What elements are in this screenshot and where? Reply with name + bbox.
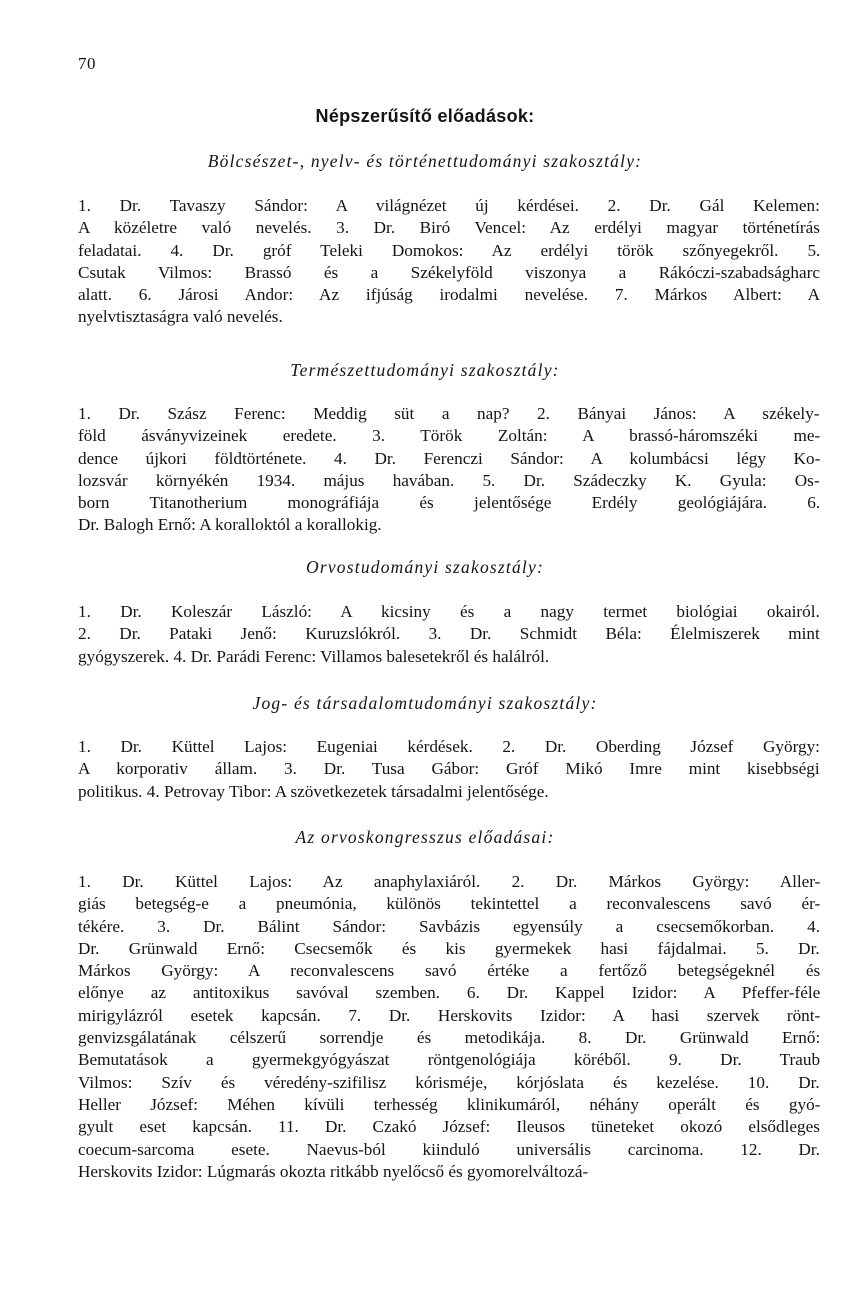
text-line: 1. Dr. Tavaszy Sándor: A világnézet új kérdései. 2. Dr. Gál Kelemen:	[78, 196, 820, 215]
text-line: Vilmos: Szív és véredény-szifilisz kórisméje, kórjóslata és kezelése. 10. Dr.	[78, 1072, 820, 1092]
text-line: lozsvár környékén 1934. május havában. 5. Dr. Szádeczky K. Gyula: Os-	[78, 470, 820, 490]
text-line: Heller József: Méhen kívüli terhesség klinikumáról, néhány operált és gyó-	[78, 1094, 820, 1114]
text-line: coecum-sarcoma esete. Naevus-ból kiinduló universális carcinoma. 12. Dr.	[78, 1139, 820, 1159]
text-line: Csutak Vilmos: Brassó és a Székelyföld viszonya a Rákóczi-szabadságharc	[78, 262, 820, 282]
main-heading: Népszerűsítő előadások:	[315, 106, 535, 126]
text-line: 1. Dr. Szász Ferenc: Meddig süt a nap? 2. Bányai János: A székely-	[78, 404, 820, 423]
text-line: born Titanotherium monográfiája és jelentősége Erdély geológiájára. 6.	[78, 493, 820, 513]
section-body-congress	[78, 871, 820, 1183]
section-heading-humanities: Bölcsészet-, nyelv- és történettudományi szakosztály:	[207, 151, 643, 171]
text-line: Márkos György: A reconvalescens savó értéke a fertőző betegségeknél és	[78, 961, 820, 981]
text-line: Herskovits Izidor: Lúgmarás okozta ritkább nyelőcső és gyomorelváltozá-	[78, 1161, 589, 1181]
page-number: 70	[78, 54, 96, 73]
text-line: feladatai. 4. Dr. gróf Teleki Domokos: Az erdélyi török szőnyegekről. 5.	[78, 240, 820, 260]
text-line: 2. Dr. Pataki Jenő: Kuruzslókról. 3. Dr. Schmidt Béla: Élelmiszerek mint	[78, 624, 820, 644]
text-line: gyult eset kapcsán. 11. Dr. Czakó József: Ileusos tüneteket okozó elsődleges	[78, 1117, 820, 1137]
text-line: gyógyszerek. 4. Dr. Parádi Ferenc: Villamos balesetekről és halálról.	[78, 646, 550, 666]
text-line: genvizsgálatának célszerű sorrendje és metodikája. 8. Dr. Grünwald Ernő:	[78, 1028, 820, 1048]
text-line: alatt. 6. Járosi Andor: Az ifjúság irodalmi nevelése. 7. Márkos Albert: A	[78, 285, 820, 305]
text-line: 1. Dr. Küttel Lajos: Eugeniai kérdések. 2. Dr. Oberding József György:	[78, 737, 820, 756]
text-line: Dr. Grünwald Ernő: Csecsemők és kis gyermekek hasi fájdalmai. 5. Dr.	[78, 938, 820, 958]
text-line: politikus. 4. Petrovay Tibor: A szövetkezetek társadalmi jelentősége.	[78, 781, 549, 801]
text-line: tékére. 3. Dr. Bálint Sándor: Savbázis egyensúly a csecsemőkorban. 4.	[78, 916, 820, 936]
section-body-medicine	[78, 601, 820, 668]
text-line: Dr. Balogh Ernő: A koralloktól a korallokig.	[78, 515, 382, 535]
section-heading-congress: Az orvoskongresszus előadásai:	[295, 827, 555, 847]
section-body-natural-sciences	[78, 403, 820, 537]
text-line: 1. Dr. Koleszár László: A kicsiny és a nagy termet biológiai okairól.	[78, 602, 820, 621]
text-line: föld ásványvizeinek eredete. 3. Török Zoltán: A brassó-háromszéki me-	[78, 426, 820, 446]
text-line: mirigylázról esetek kapcsán. 7. Dr. Herskovits Izidor: A hasi szervek rönt-	[78, 1005, 820, 1025]
text-line: 1. Dr. Küttel Lajos: Az anaphylaxiáról. 2. Dr. Márkos György: Aller-	[78, 872, 820, 891]
section-heading-natural-sciences: Természettudományi szakosztály:	[290, 360, 560, 380]
text-line: dence újkori földtörténete. 4. Dr. Ferenczi Sándor: A kolumbácsi légy Ko-	[78, 448, 820, 468]
text-line: A korporativ állam. 3. Dr. Tusa Gábor: Gróf Mikó Imre mint kisebbségi	[78, 759, 820, 779]
text-line: nyelvtisztaságra való nevelés.	[78, 307, 283, 327]
section-heading-law-social: Jog- és társadalomtudományi szakosztály:	[252, 693, 598, 713]
text-line: A közéletre való nevelés. 3. Dr. Biró Vencel: Az erdélyi magyar történetírás	[78, 218, 820, 238]
text-line: előnye az antitoxikus savóval szemben. 6. Dr. Kappel Izidor: A Pfeffer-féle	[78, 983, 820, 1003]
section-body-humanities	[78, 195, 820, 329]
text-line: Bemutatások a gyermekgyógyászat röntgenológiája köréből. 9. Dr. Traub	[78, 1050, 820, 1070]
section-body-law-social	[78, 736, 820, 803]
section-heading-medicine: Orvostudományi szakosztály:	[305, 557, 544, 577]
text-line: giás betegség-e a pneumónia, különös tekintettel a reconvalescens savó ér-	[78, 894, 820, 914]
